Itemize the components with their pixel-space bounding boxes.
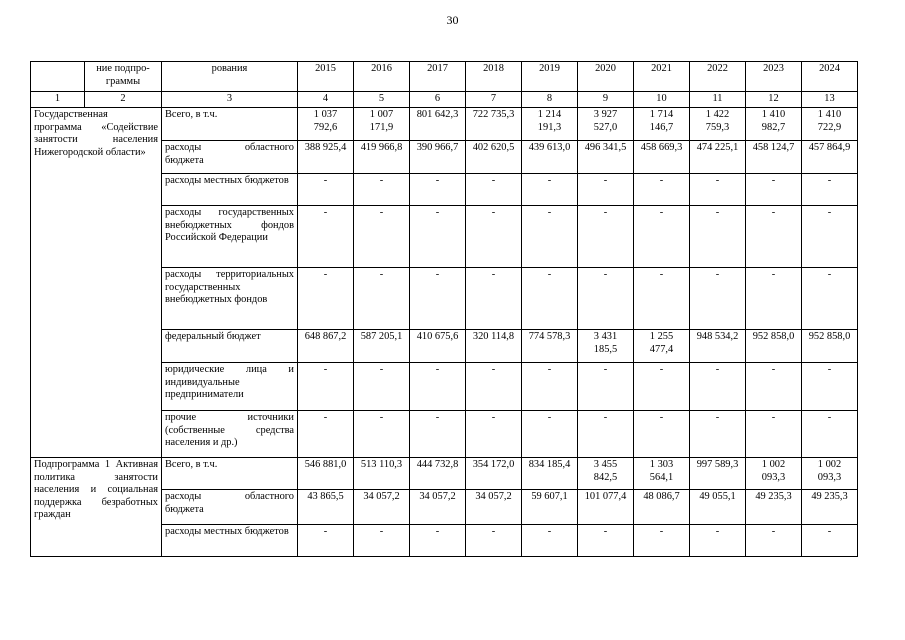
amount-value: 1 422 759,3 — [690, 108, 746, 141]
budget-table — [30, 61, 858, 557]
empty-value: - — [746, 206, 802, 268]
column-number: 6 — [410, 92, 466, 108]
amount-value: 390 966,7 — [410, 141, 466, 174]
amount-value: 1 303 564,1 — [634, 458, 690, 490]
empty-value: - — [634, 525, 690, 557]
amount-value: 49 235,3 — [746, 490, 802, 525]
amount-value: 1 255 477,4 — [634, 330, 690, 363]
amount-value: 320 114,8 — [466, 330, 522, 363]
funding-source-label: расходы местных бюджетов — [162, 525, 298, 557]
empty-value: - — [746, 525, 802, 557]
empty-value: - — [522, 411, 578, 458]
empty-value: - — [802, 411, 858, 458]
empty-value: - — [354, 174, 410, 206]
page-number: 30 — [446, 13, 459, 27]
amount-value: 1 714 146,7 — [634, 108, 690, 141]
amount-value: 3 431 185,5 — [578, 330, 634, 363]
empty-value: - — [578, 206, 634, 268]
amount-value: 43 865,5 — [298, 490, 354, 525]
empty-value: - — [634, 363, 690, 411]
empty-value: - — [746, 268, 802, 330]
header-cell-col1 — [31, 62, 85, 92]
amount-value: 648 867,2 — [298, 330, 354, 363]
empty-value: - — [578, 363, 634, 411]
year-header: 2018 — [466, 62, 522, 92]
amount-value: 1 007 171,9 — [354, 108, 410, 141]
empty-value: - — [466, 411, 522, 458]
column-number: 10 — [634, 92, 690, 108]
empty-value: - — [746, 363, 802, 411]
amount-value: 496 341,5 — [578, 141, 634, 174]
empty-value: - — [466, 268, 522, 330]
column-number: 2 — [85, 92, 162, 108]
amount-value: 474 225,1 — [690, 141, 746, 174]
empty-value: - — [354, 363, 410, 411]
empty-value: - — [410, 363, 466, 411]
amount-value: 49 055,1 — [690, 490, 746, 525]
amount-value: 410 675,6 — [410, 330, 466, 363]
empty-value: - — [466, 525, 522, 557]
empty-value: - — [298, 525, 354, 557]
amount-value: 1 002 093,3 — [802, 458, 858, 490]
empty-value: - — [466, 206, 522, 268]
empty-value: - — [690, 174, 746, 206]
empty-value: - — [298, 411, 354, 458]
empty-value: - — [410, 525, 466, 557]
amount-value: 439 613,0 — [522, 141, 578, 174]
year-header: 2020 — [578, 62, 634, 92]
empty-value: - — [522, 206, 578, 268]
empty-value: - — [298, 206, 354, 268]
empty-value: - — [802, 206, 858, 268]
amount-value: 34 057,2 — [410, 490, 466, 525]
amount-value: 774 578,3 — [522, 330, 578, 363]
column-number: 12 — [746, 92, 802, 108]
column-number: 1 — [31, 92, 85, 108]
amount-value: 419 966,8 — [354, 141, 410, 174]
year-header: 2021 — [634, 62, 690, 92]
amount-value: 952 858,0 — [746, 330, 802, 363]
empty-value: - — [746, 174, 802, 206]
funding-source-label: расходы местных бюджетов — [162, 174, 298, 206]
year-header: 2015 — [298, 62, 354, 92]
empty-value: - — [522, 525, 578, 557]
subprogram-row — [31, 458, 858, 490]
year-header: 2022 — [690, 62, 746, 92]
empty-value: - — [690, 525, 746, 557]
amount-value: 354 172,0 — [466, 458, 522, 490]
amount-value: 1 410 722,9 — [802, 108, 858, 141]
empty-value: - — [466, 363, 522, 411]
empty-value: - — [298, 268, 354, 330]
column-number: 7 — [466, 92, 522, 108]
amount-value: 834 185,4 — [522, 458, 578, 490]
amount-value: 34 057,2 — [354, 490, 410, 525]
empty-value: - — [578, 174, 634, 206]
amount-value: 948 534,2 — [690, 330, 746, 363]
header-cell-col3: рования — [162, 62, 298, 92]
funding-source-label: федеральный бюджет — [162, 330, 298, 363]
amount-value: 458 124,7 — [746, 141, 802, 174]
empty-value: - — [354, 525, 410, 557]
empty-value: - — [578, 411, 634, 458]
column-number: 4 — [298, 92, 354, 108]
amount-value: 1 037 792,6 — [298, 108, 354, 141]
program-title: Государственная программа «Содействие занятости населения Нижегородской области» — [31, 108, 162, 458]
empty-value: - — [522, 363, 578, 411]
empty-value: - — [522, 268, 578, 330]
amount-value: 1 002 093,3 — [746, 458, 802, 490]
year-header: 2017 — [410, 62, 466, 92]
column-number: 5 — [354, 92, 410, 108]
empty-value: - — [634, 268, 690, 330]
empty-value: - — [410, 411, 466, 458]
header-row — [31, 62, 858, 92]
amount-value: 722 735,3 — [466, 108, 522, 141]
empty-value: - — [690, 206, 746, 268]
amount-value: 444 732,8 — [410, 458, 466, 490]
header-cell-col2: ние подпро-граммы — [85, 62, 162, 92]
empty-value: - — [802, 363, 858, 411]
empty-value: - — [634, 174, 690, 206]
year-header: 2023 — [746, 62, 802, 92]
funding-source-label: Всего, в т.ч. — [162, 108, 298, 141]
empty-value: - — [634, 206, 690, 268]
amount-value: 801 642,3 — [410, 108, 466, 141]
column-number: 9 — [578, 92, 634, 108]
empty-value: - — [690, 411, 746, 458]
amount-value: 402 620,5 — [466, 141, 522, 174]
empty-value: - — [410, 206, 466, 268]
amount-value: 59 607,1 — [522, 490, 578, 525]
year-header: 2024 — [802, 62, 858, 92]
column-number: 13 — [802, 92, 858, 108]
year-header: 2019 — [522, 62, 578, 92]
empty-value: - — [354, 206, 410, 268]
year-header: 2016 — [354, 62, 410, 92]
empty-value: - — [802, 268, 858, 330]
funding-source-label: расходы областного бюджета — [162, 141, 298, 174]
amount-value: 48 086,7 — [634, 490, 690, 525]
amount-value: 458 669,3 — [634, 141, 690, 174]
amount-value: 457 864,9 — [802, 141, 858, 174]
empty-value: - — [298, 363, 354, 411]
empty-value: - — [690, 268, 746, 330]
amount-value: 3 927 527,0 — [578, 108, 634, 141]
empty-value: - — [746, 411, 802, 458]
amount-value: 1 214 191,3 — [522, 108, 578, 141]
amount-value: 1 410 982,7 — [746, 108, 802, 141]
amount-value: 49 235,3 — [802, 490, 858, 525]
amount-value: 3 455 842,5 — [578, 458, 634, 490]
empty-value: - — [354, 411, 410, 458]
funding-source-label: расходы государственных внебюджетных фондов Российской Федерации — [162, 206, 298, 268]
empty-value: - — [802, 174, 858, 206]
amount-value: 34 057,2 — [466, 490, 522, 525]
amount-value: 997 589,3 — [690, 458, 746, 490]
subprogram-title: Подпрограмма 1 Активная политика занятости населения и социальная поддержка безработных граждан — [31, 458, 162, 557]
funding-source-label: юридические лица и индивидуальные предприниматели — [162, 363, 298, 411]
funding-source-label: расходы территориальных государственных внебюджетных фондов — [162, 268, 298, 330]
amount-value: 513 110,3 — [354, 458, 410, 490]
empty-value: - — [522, 174, 578, 206]
column-number: 8 — [522, 92, 578, 108]
column-number: 3 — [162, 92, 298, 108]
empty-value: - — [354, 268, 410, 330]
amount-value: 388 925,4 — [298, 141, 354, 174]
empty-value: - — [410, 174, 466, 206]
empty-value: - — [410, 268, 466, 330]
empty-value: - — [634, 411, 690, 458]
funding-source-label: расходы областного бюджета — [162, 490, 298, 525]
empty-value: - — [802, 525, 858, 557]
empty-value: - — [578, 525, 634, 557]
amount-value: 101 077,4 — [578, 490, 634, 525]
empty-value: - — [690, 363, 746, 411]
amount-value: 587 205,1 — [354, 330, 410, 363]
amount-value: 546 881,0 — [298, 458, 354, 490]
column-numbering-row — [31, 92, 858, 108]
funding-source-label: Всего, в т.ч. — [162, 458, 298, 490]
empty-value: - — [578, 268, 634, 330]
amount-value: 952 858,0 — [802, 330, 858, 363]
column-number: 11 — [690, 92, 746, 108]
empty-value: - — [466, 174, 522, 206]
program-row — [31, 108, 858, 141]
empty-value: - — [298, 174, 354, 206]
funding-source-label: прочие источники (собственные средства населения и др.) — [162, 411, 298, 458]
